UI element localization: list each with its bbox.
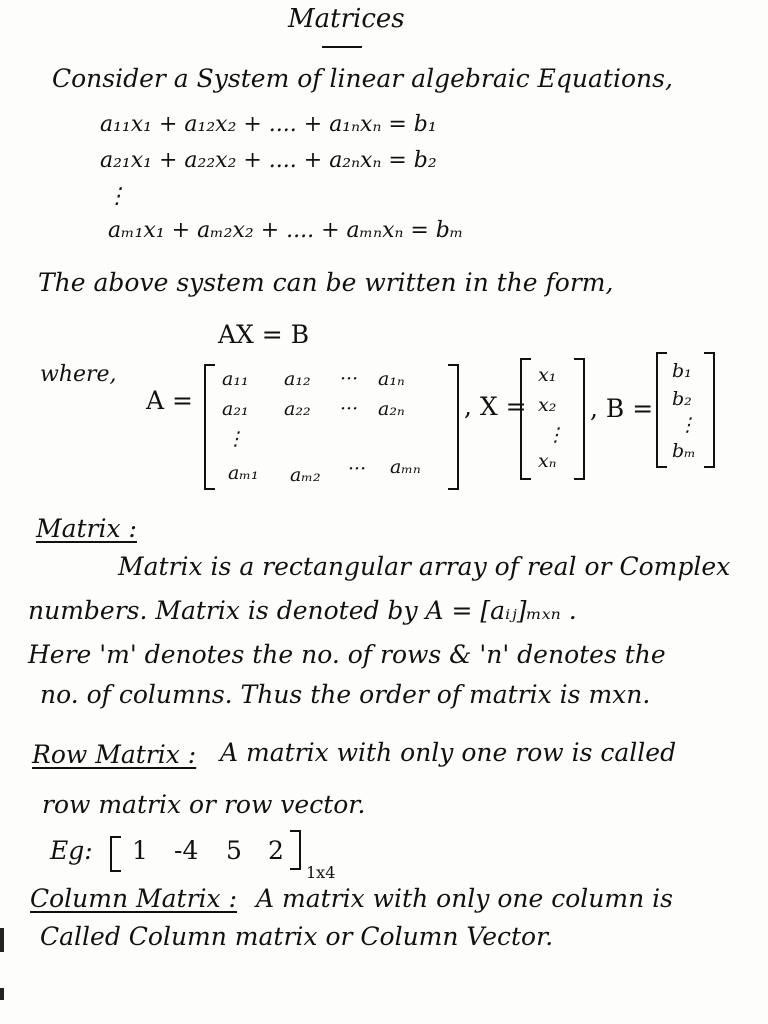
example-value-1: 1 (132, 836, 148, 865)
example-value-3: 5 (226, 836, 242, 865)
matrix-a-label: A = (146, 386, 193, 415)
matrix-def-line-1: Matrix is a rectangular array of real or Complex (118, 552, 731, 581)
example-value-4: 2 (268, 836, 284, 865)
a-cell-4-2: aₘ₂ (290, 464, 321, 486)
form-text: The above system can be written in the form, (38, 268, 614, 297)
equation-m: aₘ₁x₁ + aₘ₂x₂ + .... + aₘₙxₙ = bₘ (108, 218, 464, 243)
title-underline (322, 46, 362, 48)
b-cell-3: ⋮ (678, 414, 697, 436)
a-cell-1-1: a₁₁ (222, 368, 249, 390)
a-cell-2-4: a₂ₙ (378, 398, 405, 420)
matrix-x-label: , X = (464, 392, 527, 421)
row-def-line-2: row matrix or row vector. (42, 790, 366, 819)
matrix-heading: Matrix : (36, 514, 137, 543)
page-title: Matrices (288, 4, 405, 34)
a-cell-2-1: a₂₁ (222, 398, 249, 420)
equation-2: a₂₁x₁ + a₂₂x₂ + .... + a₂ₙxₙ = b₂ (100, 148, 437, 173)
a-cell-4-1: aₘ₁ (228, 462, 259, 484)
matrix-a-right-bracket (448, 364, 459, 490)
b-cell-2: b₂ (672, 388, 692, 410)
b-cell-4: bₘ (672, 440, 696, 462)
a-cell-4-4: aₘₙ (390, 456, 421, 478)
matrix-def-line-4: no. of columns. Thus the order of matrix is mxn. (40, 680, 651, 709)
matrix-b-label: , B = (590, 394, 654, 423)
page-edge-mark-bottom (0, 988, 4, 1000)
equation-1: a₁₁x₁ + a₁₂x₂ + .... + a₁ₙxₙ = b₁ (100, 112, 437, 137)
page-edge-mark (0, 928, 4, 952)
intro-text: Consider a System of linear algebraic Equations, (52, 64, 673, 93)
axb-equation: AX = B (218, 320, 310, 349)
example-value-2: -4 (174, 836, 199, 865)
column-def-line-2: Called Column matrix or Column Vector. (40, 922, 554, 951)
where-label: where, (40, 362, 117, 387)
equation-dots: ⋮ (106, 184, 128, 209)
a-cell-1-3: ··· (340, 368, 359, 390)
matrix-b-right-bracket (704, 352, 715, 468)
matrix-def-line-2: numbers. Matrix is denoted by A = [aᵢⱼ]ₘₓₙ . (28, 596, 577, 625)
example-right-bracket (290, 830, 301, 870)
column-def-line-1: A matrix with only one column is (256, 884, 673, 913)
x-cell-3: ⋮ (546, 424, 565, 446)
a-cell-1-2: a₁₂ (284, 368, 311, 390)
example-left-bracket (110, 836, 121, 872)
x-cell-2: x₂ (538, 394, 557, 416)
a-cell-3-1: ⋮ (226, 428, 245, 450)
x-cell-1: x₁ (538, 364, 557, 386)
a-cell-1-4: a₁ₙ (378, 368, 405, 390)
example-prefix: Eg: (50, 836, 93, 865)
matrix-b-left-bracket (656, 352, 667, 468)
matrix-x-right-bracket (574, 358, 585, 480)
matrix-a-left-bracket (204, 364, 215, 490)
matrix-def-line-3: Here 'm' denotes the no. of rows & 'n' denotes the (28, 640, 666, 669)
b-cell-1: b₁ (672, 360, 692, 382)
a-cell-2-3: ··· (340, 398, 359, 420)
column-matrix-heading: Column Matrix : (30, 884, 237, 913)
example-order: 1x4 (306, 863, 336, 882)
matrix-x-left-bracket (520, 358, 531, 480)
a-cell-2-2: a₂₂ (284, 398, 311, 420)
x-cell-4: xₙ (538, 450, 557, 472)
row-matrix-heading: Row Matrix : (32, 740, 197, 769)
a-cell-4-3: ··· (348, 458, 367, 480)
row-def-line-1: A matrix with only one row is called (220, 738, 677, 767)
